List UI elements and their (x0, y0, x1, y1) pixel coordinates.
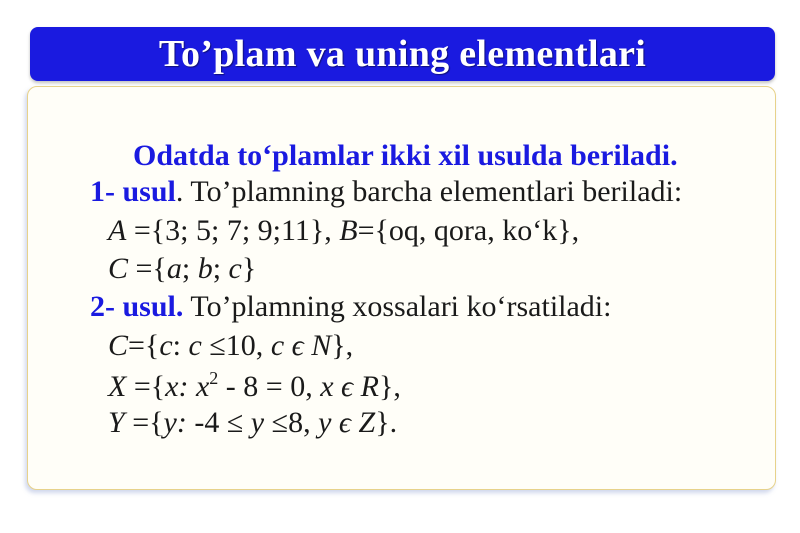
property-set-y (108, 408, 397, 438)
prop-x-name: X (108, 370, 127, 403)
prop-c-rel: ≤10, (201, 329, 271, 362)
prop-y-set: Z (358, 406, 376, 439)
prop-c-in: ϵ (284, 329, 312, 362)
prop-x-set: R (360, 370, 379, 403)
prop-x-close: }, (378, 370, 401, 403)
set-b-body: ={oq, qora, ko‘k}, (357, 214, 580, 247)
prop-c-var-2: c (188, 329, 202, 362)
prop-c-var-3: c (270, 329, 285, 362)
slide-title: To’plam va uning elementlari (158, 33, 647, 75)
prop-c-set: N (311, 329, 332, 362)
method-2-line (90, 292, 611, 322)
prop-y-rel-2: ≤8, (264, 406, 319, 439)
prop-y-var: y: (163, 406, 187, 439)
property-set-x (108, 369, 401, 402)
set-c-close: } (241, 252, 257, 285)
prop-y-in: ϵ (331, 406, 359, 439)
prop-x-var-3: x (320, 370, 334, 403)
prop-c-close: }, (331, 329, 354, 362)
method-2-label: 2- usul. (90, 290, 184, 323)
prop-y-var-3: y (318, 406, 332, 439)
prop-x-var: x: (165, 370, 189, 403)
method-1-text: . To’plamning barcha elementlari beriladi: (175, 175, 683, 208)
prop-x-in: ϵ (333, 370, 361, 403)
prop-c-open: ={ (128, 329, 160, 362)
title-banner (30, 27, 775, 81)
intro-heading: Odatda to‘plamlar ikki xil usulda beriladi. (133, 139, 678, 172)
set-b-name: B (339, 214, 358, 247)
set-c-elem-c: c (228, 252, 242, 285)
property-set-c (108, 331, 353, 361)
example-set-a-b (108, 216, 579, 246)
prop-c-var: c (159, 329, 173, 362)
set-a-name: A (108, 214, 127, 247)
prop-y-name: Y (108, 406, 125, 439)
set-c-open: ={ (128, 252, 167, 285)
example-set-c (108, 254, 256, 284)
set-c-elem-a: a (166, 252, 182, 285)
set-a-body: ={3; 5; 7; 9;11}, (126, 214, 340, 247)
method-1-label: 1- usul (90, 175, 176, 208)
prop-c-name: C (108, 329, 129, 362)
prop-y-rel-1: -4 ≤ (186, 406, 251, 439)
prop-y-open: ={ (124, 406, 164, 439)
prop-y-var-2: y (250, 406, 265, 439)
method-2-text: To’plamning xossalari ko‘rsatiladi: (183, 290, 612, 323)
set-c-sep-1: ; (181, 252, 198, 285)
prop-x-open: ={ (126, 370, 166, 403)
set-c-elem-b: b (197, 252, 213, 285)
method-1-line (90, 177, 682, 207)
prop-x-eq: - 8 = 0, (218, 370, 321, 403)
set-c-sep-2: ; (212, 252, 229, 285)
prop-c-cond: : (172, 329, 189, 362)
prop-x-exponent: 2 (209, 368, 219, 388)
set-c-name: C (108, 252, 129, 285)
prop-x-var-2: x (188, 370, 210, 403)
prop-y-close: }. (375, 406, 398, 439)
